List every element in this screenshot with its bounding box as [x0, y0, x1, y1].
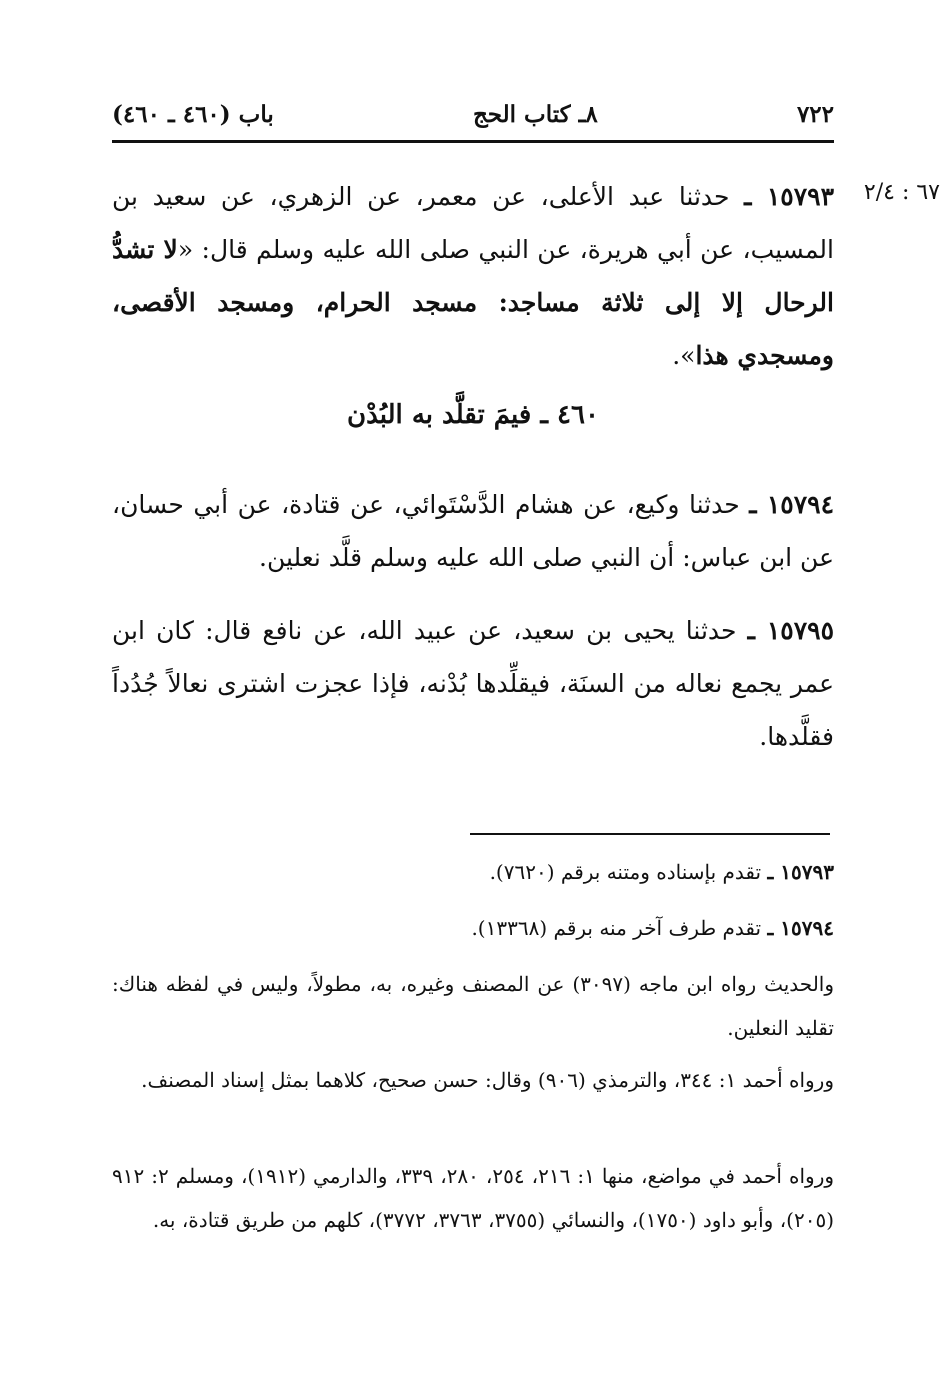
hadith-text: حدثنا يحيى بن سعيد، عن عبيد الله، عن نافع قال: كان ابن عمر يجمع نعاله من السنَة، فيقلِّدها بُدْنه، فإذا عجزت اشترى نعالاً جُدُداً فقلَّدها. [112, 616, 834, 751]
hadith-number: ١٥٧٩٣ ـ [744, 182, 835, 211]
footnote-text: تقدم طرف آخر منه برقم (١٣٣٦٨). [471, 916, 768, 940]
footnote-text: ورواه أحمد ١: ٣٤٤، والترمذي (٩٠٦) وقال: حسن صحيح، كلاهما بمثل إسناد المصنف. [141, 1068, 834, 1092]
margin-reference: ٦٧ : ٢/٤ [863, 180, 940, 205]
footnote-text: والحديث رواه ابن ماجه (٣٠٩٧) عن المصنف وغيره، به، مطولاً، وليس في لفظه هناك: تقليد النعلين. [112, 972, 835, 1040]
chapter-range: باب (٤٦٠ ـ ٤٦٠) [112, 100, 274, 128]
footnote [112, 1058, 834, 1102]
hadith-15794 [112, 478, 834, 584]
hadith-number: ١٥٧٩٤ ـ [749, 490, 834, 519]
page-header [112, 92, 834, 136]
footnote-text: تقدم بإسناده ومتنه برقم (٧٦٢٠). [489, 860, 768, 884]
footnote-number: ١٥٧٩٣ ـ [767, 860, 834, 884]
footnote [112, 906, 834, 950]
page-number: ٧٢٢ [796, 100, 834, 128]
hadith-text: حدثنا عبد الأعلى، عن معمر، عن الزهري، عن سعيد بن المسيب، عن أبي هريرة، عن النبي صلى الله عليه وسلم قال: « [112, 182, 834, 264]
footnote-divider [470, 833, 830, 835]
hadith-15793 [112, 170, 834, 382]
hadith-15795 [112, 604, 834, 763]
hadith-quote: لا تشدُّ الرحال إلا إلى ثلاثة مساجد: مسجد الحرام، ومسجد الأقصى، ومسجدي هذا [112, 235, 834, 370]
header-divider [112, 140, 834, 143]
footnote [112, 1154, 834, 1242]
book-title: ٨ـ كتاب الحج [472, 100, 598, 128]
section-heading: ٤٦٠ ـ فيمَ تقلَّد به البُدْن [347, 400, 599, 430]
footnote [112, 850, 834, 894]
footnote-number: ١٥٧٩٤ ـ [767, 916, 834, 940]
hadith-text-end: ». [672, 341, 696, 370]
footnote-text: ورواه أحمد في مواضع، منها ١: ٢١٦، ٢٥٤، ٢٨٠، ٣٣٩، والدارمي (١٩١٢)، ومسلم ٢: ٩١٢ (٢٠٥)، وأبو داود (١٧٥٠)، والنسائي (٣٧٥٥، ٣٧٦٣، ٣٧٧٢)، كلهم من طريق قتادة، به. [112, 1164, 835, 1232]
footnote [112, 962, 834, 1050]
hadith-text: حدثنا وكيع، عن هشام الدَّسْتَوائي، عن قتادة، عن أبي حسان، عن ابن عباس: أن النبي صلى الله عليه وسلم قلَّد نعلين. [112, 490, 834, 572]
hadith-number: ١٥٧٩٥ ـ [747, 616, 834, 645]
